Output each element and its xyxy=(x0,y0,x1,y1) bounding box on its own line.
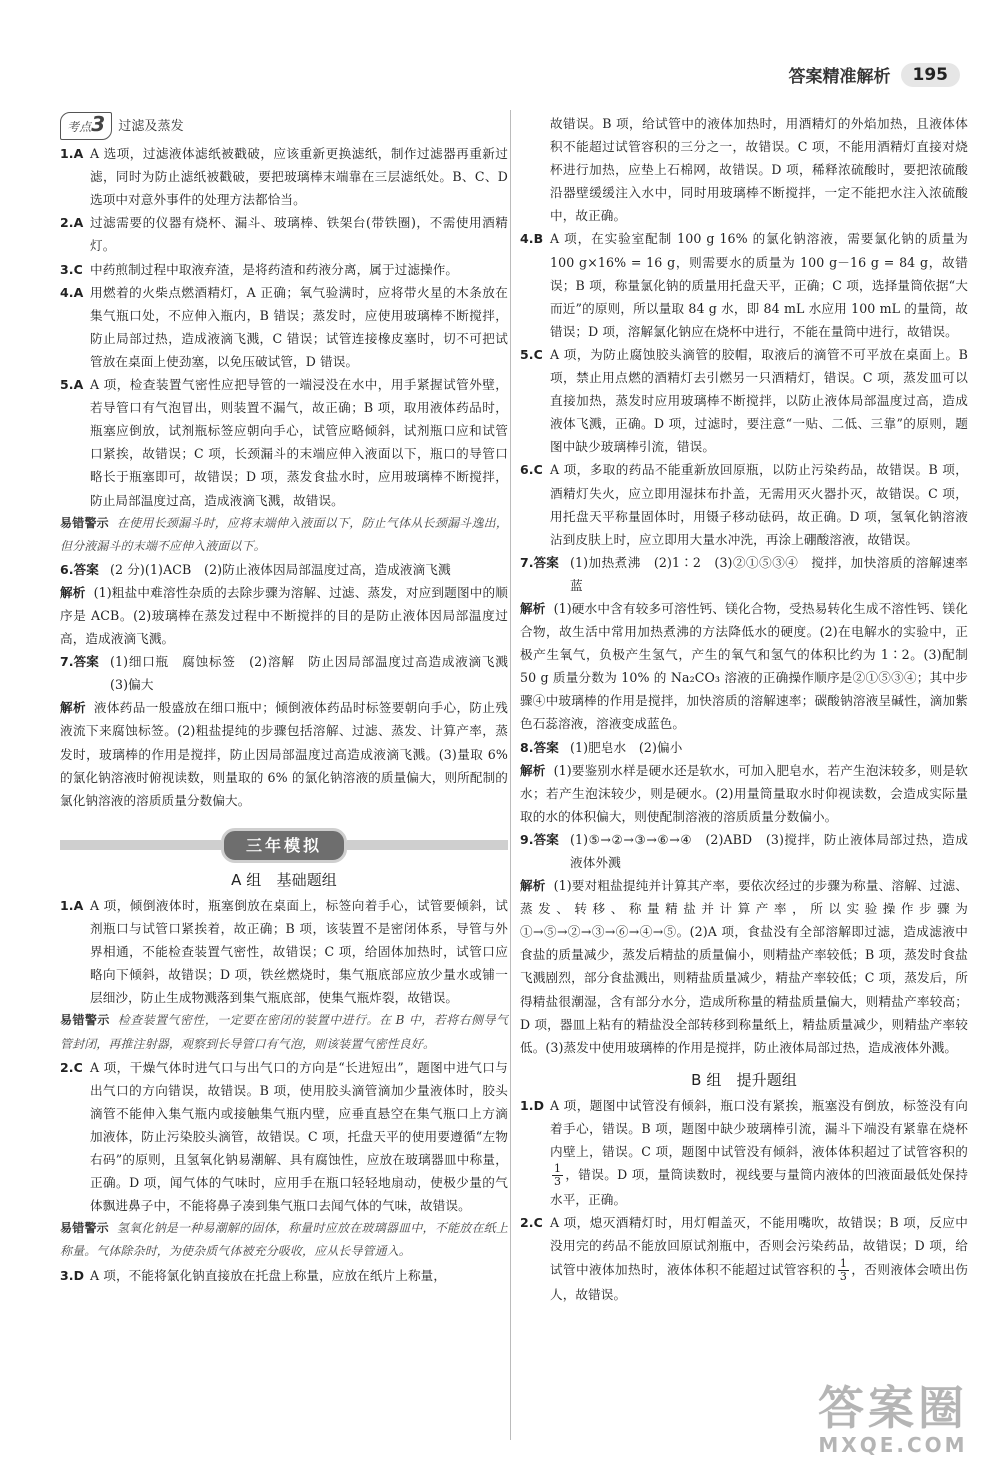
analysis: 解析 (1)硬水中含有较多可溶性钙、镁化合物，受热易转化生成不溶性钙、镁化合物，故生活中常用加热煮沸的方法降低水的硬度。(2)在电解水的实验中，正极产生氧气，负极产生氢气，产生的氧气和氢气的体积比约为 1∶2。(3)配制 50 g 质量分数为 10% 的 Na₂CO₃ 溶液的正确操作顺序是②①⑤③④；其中步骤④中玻璃棒的作用是搅拌，加快溶质的溶解速率；碳酸钠溶液呈碱性，滴加紫色石蕊溶液，溶液变成蓝色。 xyxy=(520,600,968,732)
answer-item: 2.C A 项，干燥气体时进气口与出气口的方向是“长进短出”，题图中进气口与出气口的方向错误，故错误。B 项，使用胶头滴管滴加少量液体时，胶头滴管不能伸入集气瓶内或接触集气瓶内壁，应垂直悬空在集气瓶口上方滴加液体，防止污染胶头滴管，故错误。C 项，托盘天平的使用要遵循“左物右码”的原则，且氢氧化钠易潮解、具有腐蚀性，应放在玻璃器皿中称量，正确。D 项，闻气体的气味时，应用手在瓶口轻轻地扇动，使极少量的气体飘进鼻子中，不能将鼻子凑到集气瓶口去闻气体的气味，故错误。 xyxy=(60,1059,508,1214)
kaodian-tag: 考点3 xyxy=(60,112,112,140)
column-divider xyxy=(510,110,511,1440)
answer-item: 7.答案 (1)加热煮沸 (2)1∶2 (3)②①⑤③④ 搅拌，加快溶质的溶解速率 蓝 xyxy=(520,554,981,593)
answer-item: 2.A 过滤需要的仪器有烧杯、漏斗、玻璃棒、铁架台(带铁圈)，不需使用酒精灯。 xyxy=(60,215,508,254)
group-a-title: A 组 基础题组 xyxy=(231,870,337,889)
error-warning: 易错警示 检查装置气密性，一定要在密闭的装置中进行。在 B 中，若将右侧导气管封闭，再推注射器，观察到长导管口有气泡，则该装置气密性良好。 xyxy=(60,1013,509,1051)
header-title: 答案精准解析 xyxy=(788,67,891,87)
continued-text: 故错误。B 项，给试管中的液体加热时，用酒精灯的外焰加热，且液体体积不能超过试管容积的三分之一，故错误。C 项，不能用酒精灯直接对烧杯进行加热，应垫上石棉网，故错误。D 项，稀释浓硫酸时，要把浓硫酸沿器壁缓缓注入水中，同时用玻璃棒不断搅拌，一定不能把水注入浓硫酸中，故正确。 xyxy=(550,116,968,224)
answer-item: 4.A 用燃着的火柴点燃酒精灯，A 正确；氧气验满时，应将带火星的木条放在集气瓶口处，不应伸入瓶内，B 错误；蒸发时，应使用玻璃棒不断搅拌，防止局部过热，造成液滴飞溅，C 错误；试管连接橡皮塞时，切不可把试管放在桌面上使劲塞，以免压破试管，D 错误。 xyxy=(60,284,508,369)
analysis: 解析 (1)要鉴别水样是硬水还是软水，可加入肥皂水，若产生泡沫较多，则是软水；若产生泡沫较少，则是硬水。(2)用量筒量取水时仰视读数，会造成实际量取的水的体积偏大，则使配制溶液的溶质质量分数偏小。 xyxy=(520,762,968,824)
answer-item: 5.A A 项，检查装置气密性应把导管的一端浸没在水中，用手紧握试管外壁，若导管口有气泡冒出，则装置不漏气，故正确；B 项，取用液体药品时，瓶塞应倒放，试剂瓶标签应朝向手心，试管应略倾斜，试剂瓶口应和试管口紧挨，故错误；C 项，长颈漏斗的末端应伸入液面以下，瓶口的导管口略长于瓶塞即可，故错误；D 项，蒸发食盐水时，应用玻璃棒不断搅拌，防止局部温度过高，造成液滴飞溅，故错误。 xyxy=(60,377,508,508)
fraction: $\frac{1}{3}$ xyxy=(554,1162,562,1189)
analysis: 解析 (1)粗盐中难溶性杂质的去除步骤为溶解、过滤、蒸发，对应到题图中的顺序是 ACB。(2)玻璃棒在蒸发过程中不断搅拌的目的是防止液体因局部温度过高，造成液滴飞溅。 xyxy=(60,584,508,647)
answer-item: 2.C A 项，熄灭酒精灯时，用灯帽盖灭，不能用嘴吹，故错误；B 项，反应中没用完的药品不能放回原试剂瓶中，否则会污染药品，故错误；D 项，给试管中液体加热时，液体体积不能超过试管容积的 $\frac{1}{3}$ ，否则液体会喷出伤人，故错误。 xyxy=(520,1215,968,1302)
left-column xyxy=(60,112,521,1287)
group-b-title: B 组 提升题组 xyxy=(691,1070,797,1089)
section-banner xyxy=(60,828,508,863)
error-warning: 易错警示 氢氧化钠是一种易潮解的固体，称量时应放在玻璃器皿中，不能放在纸上称量。气体除杂时，为使杂质气体被充分吸收，应从长导管通入。 xyxy=(60,1221,508,1259)
answer-item: 3.C 中药煎制过程中取液弃渣，是将药渣和药液分离，属于过滤操作。 xyxy=(60,261,459,277)
analysis: 解析 液体药品一般盛放在细口瓶中；倾倒液体药品时标签要朝向手心，防止残液流下来腐蚀标签。(2)粗盐提纯的步骤包括溶解、过滤、蒸发、计算产率，蒸发时，玻璃棒的作用是搅拌，防止因局部温度过高造成液滴飞溅。(3)量取 6% 的氯化钠溶液时俯视读数，则量取的 6% 的氯化钠溶液的质量偏大，则所配制的氯化钠溶液的溶质质量分数偏大。 xyxy=(60,700,509,808)
answer-item: 3.D A 项，不能将氯化钠直接放在托盘上称量，应放在纸片上称量， xyxy=(60,1267,447,1283)
answer-item: 6.C A 项，多取的药品不能重新放回原瓶，以防止污染药品，故错误。B 项，酒精灯失火，应立即用湿抹布扑盖，无需用灭火器扑灭，故错误。C 项，用托盘天平称量固体时，用镊子移动砝码，故正确。D 项，氢氧化钠溶液沾到皮肤上时，应立即用大量水冲洗，再涂上硼酸溶液，故错误。 xyxy=(520,462,968,547)
answer-item: 4.B A 项，在实验室配制 100 g 16% 的氯化钠溶液，需要氯化钠的质量为 100 g×16% = 16 g，则需要水的质量为 100 g－16 g = 84 g，故错误；B 项，称量氯化钠的质量用托盘天平，正确；C 项，选择量筒依据“大而近”的原则，所以量取 84 g 水，即 84 mL 水应用 100 mL 的量筒，故错误；D 项，溶解氯化钠应在烧杯中进行，不能在量筒中进行，故错误。 xyxy=(520,231,968,339)
section-heading xyxy=(60,112,508,140)
analysis: 解析 (1)要对粗盐提纯并计算其产率，要依次经过的步骤为称量、溶解、过滤、蒸发、转移、称量精盐并计算产率，所以实验操作步骤为①→⑤→②→③→⑥→④→⑤。(2)A 项，食盐没有全部溶解即过滤，造成滤液中食盐的质量减少，蒸发后精盐的质量偏小，则精盐产率较低；B 项，蒸发时食盐飞溅剧烈，部分食盐溅出，则精盐质量减少，精盐产率较低；C 项，蒸发后，所得精盐很潮湿，含有部分水分，造成所称量的精盐质量偏大，则精盐产率较高；D 项，器皿上粘有的精盐没全部转移到称量纸上，精盐质量减少，则精盐产率较低。(3)蒸发中使用玻璃棒的作用是搅拌，防止液体局部过热，造成液体外溅。 xyxy=(520,878,968,1055)
answer-item: 1.A A 项，倾倒液体时，瓶塞倒放在桌面上，标签向着手心，试管要倾斜，试剂瓶口与试管口紧挨着，故正确；B 项，该装置不是密闭体系，导管与外界相通，不能检查装置气密性，故错误；C 项，给固体加热时，试管口应略向下倾斜，故错误；D 项，铁丝燃烧时，集气瓶底部应放少量水或铺一层细沙，防止生成物溅落到集气瓶底部，使集气瓶炸裂，故错误。 xyxy=(60,898,508,1006)
error-warning: 易错警示 在使用长颈漏斗时，应将末端伸入液面以下，防止气体从长颈漏斗逸出，但分液漏斗的末端不应伸入液面以下。 xyxy=(60,515,508,553)
answer-item: 5.C A 项，为防止腐蚀胶头滴管的胶帽，取液后的滴管不可平放在桌面上。B 项，禁止用点燃的酒精灯去引燃另一只酒精灯，错误。C 项，蒸发皿可以直接加热，蒸发时应用玻璃棒不断搅拌，以防止液体局部温度过高，造成液体飞溅，正确。D 项，过滤时，要注意“一贴、二低、三靠”的原则，题图中缺少玻璃棒引流，错误。 xyxy=(520,346,968,455)
fraction: $\frac{1}{3}$ xyxy=(839,1256,848,1283)
answer-item: 1.A A 选项，过滤液体滤纸被戳破，应该重新更换滤纸，制作过滤器再重新过滤，同时为防止滤纸被戳破，要把玻璃棒末端靠在三层滤纸处。B、C、D 选项中对意外事件的处理方法都恰当。 xyxy=(60,146,508,208)
page-header xyxy=(789,62,961,87)
answer-item: 8.答案 (1)肥皂水 (2)偏小 xyxy=(520,739,683,755)
site-watermark: 答案圈 MXQE.COM xyxy=(818,1381,968,1457)
banner-label: 三年模拟 xyxy=(221,828,347,863)
answer-item: 7.答案 (1)细口瓶 腐蚀标签 (2)溶解 防止因局部温度过高造成液滴飞溅 (3)偏大 xyxy=(60,654,521,693)
answer-item: 6.答案 (2 分)(1)ACB (2)防止液体因局部温度过高，造成液滴飞溅 xyxy=(60,561,451,577)
answer-item: 9.答案 (1)⑤→②→③→⑥→④ (2)ABD (3)搅拌，防止液体局部过热，造成液体外溅 xyxy=(520,831,968,870)
right-column xyxy=(520,112,981,1306)
page-number: 195 xyxy=(901,63,961,87)
answer-item: 1.D A 项，题图中试管没有倾斜，瓶口没有紧挨，瓶塞没有倒放，标签没有向着手心，错误。B 项，题图中缺少玻璃棒引流，漏斗下端没有紧靠在烧杯内壁上，错误。C 项，题图中试管没有倾斜，液体体积超过了试管容积的 $\frac{1}{3}$ ，错误。D 项，量筒读数时，视线要与量筒内液体的凹液面最低处保持水平，正确。 xyxy=(520,1097,968,1208)
section-title: 过滤及蒸发 xyxy=(118,118,184,134)
